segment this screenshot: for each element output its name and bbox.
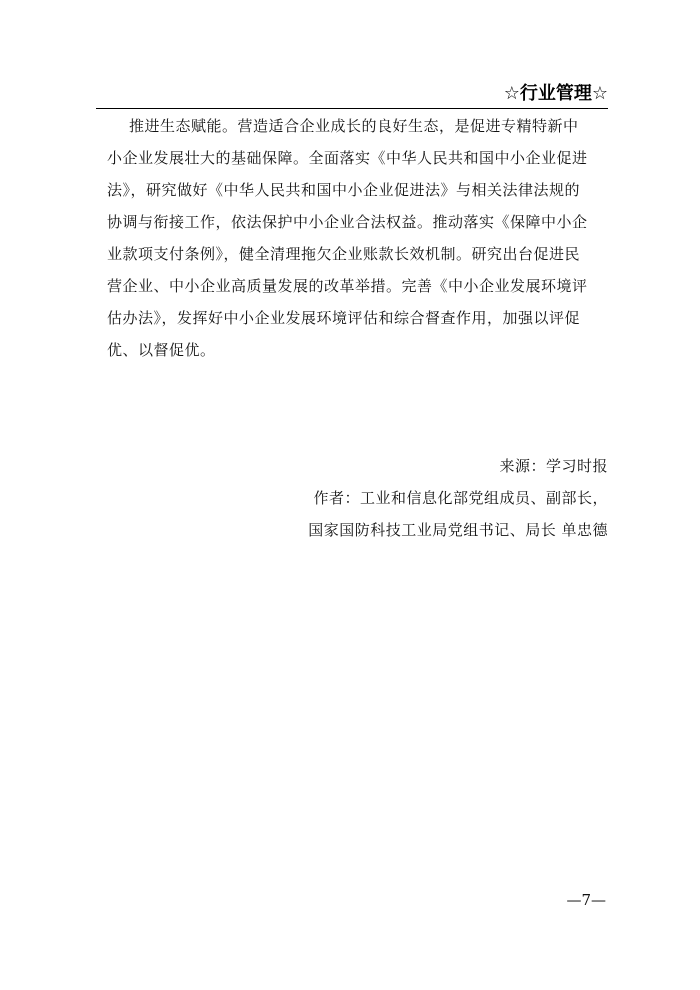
author-line: 国家国防科技工业局党组书记、局长 单忠德 xyxy=(308,521,608,539)
paragraph-line: 推进生态赋能。营造适合企业成长的良好生态，是促进专精特新中 xyxy=(129,117,579,135)
section-header: ☆行业管理☆ xyxy=(503,83,608,104)
paragraph-line: 协调与衔接工作，依法保护中小企业合法权益。推动落实《保障中小企 xyxy=(107,213,588,231)
source-line: 来源：学习时报 xyxy=(499,457,608,475)
author-line: 作者：工业和信息化部党组成员、副部长， xyxy=(313,489,608,507)
page-number: —7— xyxy=(566,891,606,909)
paragraph-line: 小企业发展壮大的基础保障。全面落实《中华人民共和国中小企业促进 xyxy=(107,149,588,167)
paragraph-line: 估办法》，发挥好中小企业发展环境评估和综合督查作用，加强以评促 xyxy=(107,309,581,327)
paragraph-line: 法》，研究做好《中华人民共和国中小企业促进法》与相关法律法规的 xyxy=(107,181,581,199)
body-paragraph xyxy=(107,110,607,366)
paragraph-line: 营企业、中小企业高质量发展的改革举措。完善《中小企业发展环境评 xyxy=(107,277,588,295)
paragraph-line: 优、以督促优。 xyxy=(107,341,216,359)
paragraph-line: 业款项支付条例》，健全清理拖欠企业账款长效机制。研究出台促进民 xyxy=(107,245,581,263)
header-rule xyxy=(96,108,608,109)
